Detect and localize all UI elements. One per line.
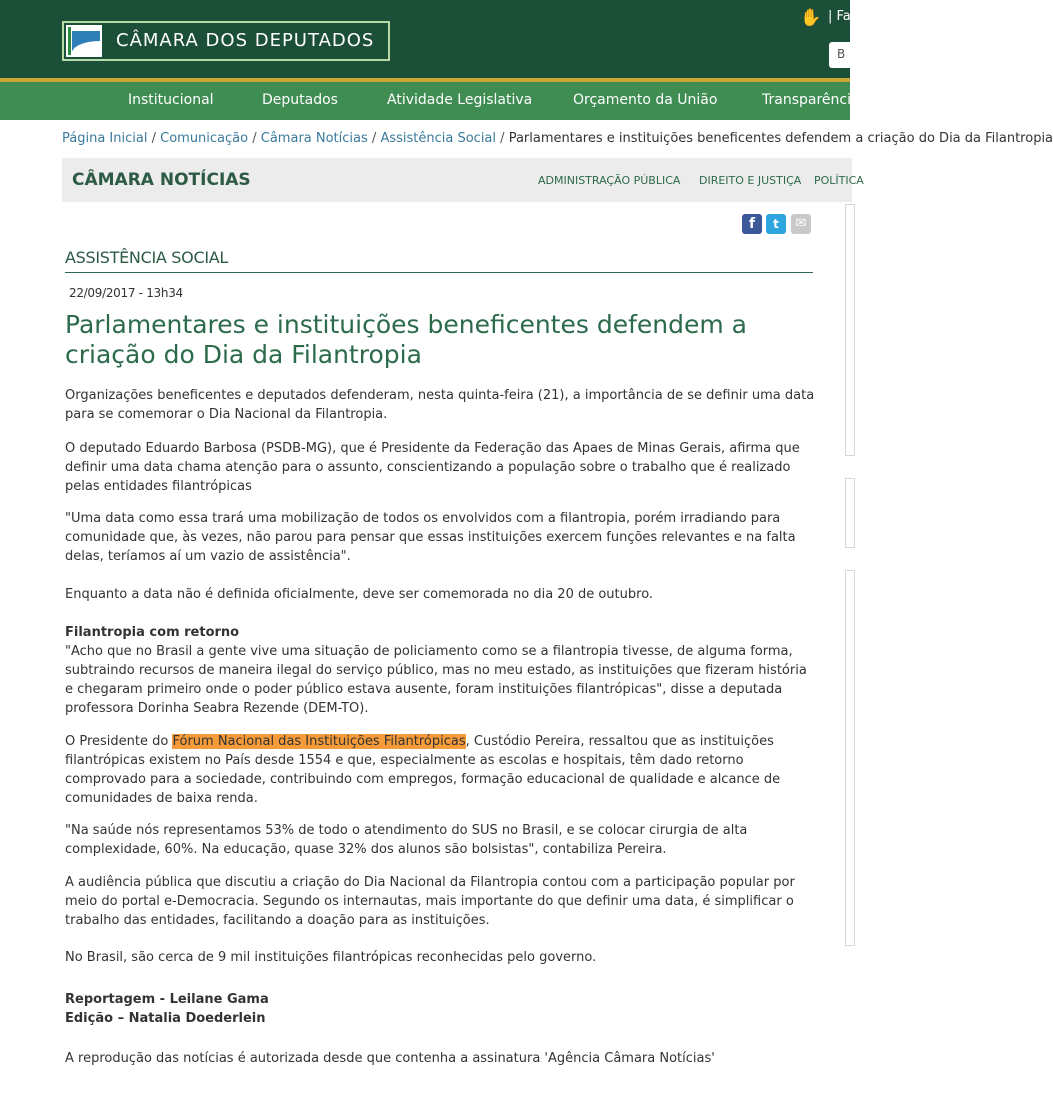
paragraph-text: O Presidente do — [65, 734, 173, 749]
article-date: 22/09/2017 - 13h34 — [69, 286, 183, 300]
breadcrumb-home[interactable]: Página Inicial — [62, 131, 148, 146]
site-header — [0, 0, 850, 78]
reproduction-notice: A reprodução das notícias é autorizada desde que contenha a assinatura 'Agência Câmara Notícias' — [65, 1051, 715, 1066]
breadcrumb-comunicacao[interactable]: Comunicação — [160, 131, 249, 146]
top-link-fragment[interactable]: | Fa — [828, 9, 851, 24]
logo-text: CÂMARA DOS DEPUTADOS — [116, 30, 375, 51]
article-editor: Edição – Natalia Doederlein — [65, 1011, 266, 1026]
breadcrumb-separator: / — [151, 131, 156, 146]
article-subheading: Filantropia com retorno — [65, 625, 240, 640]
article-paragraph: No Brasil, são cerca de 9 mil instituições filantrópicas reconhecidas pelo governo. — [65, 950, 597, 965]
section-bar — [62, 158, 864, 202]
breadcrumb-assistencia-social[interactable]: Assistência Social — [380, 131, 497, 146]
article-paragraph — [65, 732, 817, 808]
section-link-politica[interactable]: POLÍTICA — [814, 174, 864, 187]
breadcrumb-current: Parlamentares e instituições beneficentes defendem a criação do Dia da Filantropia — [508, 131, 1053, 146]
nav-item-orcamento[interactable]: Orçamento da União — [573, 92, 718, 108]
twitter-share-icon[interactable]: t — [766, 214, 786, 234]
sidebar-box — [845, 570, 855, 946]
paragraph-text: , Custódio Pereira, ressaltou que as instituições filantrópicas existem no País desde 1554 e que, especialmente as escolas e hospitais, têm dado retorno comprovado para a sociedade, contribuindo com empregos, formação educacional de qualidade e alcance de comunidades de baixa renda. — [65, 734, 781, 806]
highlighted-term[interactable]: Fórum Nacional das Instituições Filantrópicas — [172, 734, 466, 749]
nav-item-institucional[interactable]: Institucional — [128, 92, 214, 108]
facebook-share-icon[interactable]: f — [742, 214, 762, 234]
article-reporter: Reportagem - Leilane Gama — [65, 992, 269, 1007]
breadcrumb — [62, 131, 1053, 146]
section-title[interactable]: CÂMARA NOTÍCIAS — [72, 170, 251, 190]
sidebar-box — [845, 204, 855, 456]
section-link-direito[interactable]: DIREITO E JUSTIÇA — [699, 174, 802, 187]
camara-logo-icon — [66, 25, 102, 57]
sidebar-box — [845, 478, 855, 548]
nav-item-transparencia[interactable]: Transparência — [762, 92, 860, 108]
article-paragraph: Enquanto a data não é definida oficialmente, deve ser comemorada no dia 20 de outubro. — [65, 587, 654, 602]
article-section-block — [65, 623, 817, 718]
main-nav — [0, 82, 860, 120]
section-link-administracao[interactable]: ADMINISTRAÇÃO PÚBLICA — [538, 174, 681, 187]
search-input[interactable]: B — [829, 42, 869, 68]
article-paragraph: "Na saúde nós representamos 53% de todo o atendimento do SUS no Brasil, e se colocar cirurgia de alta complexidade, 60%. Na educação, quase 32% dos alunos são bolsistas", contabiliza Pereira. — [65, 823, 748, 857]
breadcrumb-camara-noticias[interactable]: Câmara Notícias — [260, 131, 368, 146]
article-headline: Parlamentares e instituições beneficentes defendem a criação do Dia da Filantropia — [65, 310, 747, 369]
article-paragraph: O deputado Eduardo Barbosa (PSDB-MG), que é Presidente da Federação das Apaes de Minas Gerais, afirma que definir uma data chama atenção para o assunto, conscientizando a população sobre o trabalho que é realizado pelas entidades filantrópicas — [65, 441, 800, 494]
nav-item-deputados[interactable]: Deputados — [262, 92, 338, 108]
breadcrumb-separator: / — [500, 131, 505, 146]
hand-sign-language-icon[interactable]: ✋ — [800, 8, 822, 28]
nav-item-atividade-legislativa[interactable]: Atividade Legislativa — [387, 92, 533, 108]
article-paragraph: Organizações beneficentes e deputados defenderam, nesta quinta-feira (21), a importância de se definir uma data para se comemorar o Dia Nacional da Filantropia. — [65, 388, 815, 422]
article-paragraph: "Acho que no Brasil a gente vive uma situação de policiamento como se a filantropia tivesse, de alguma forma, subtraindo recursos de maneira ilegal do serviço público, mas no meu estado, as instituições que fizeram história e chegaram primeiro onde o poder público estava ausente, foram instituições filantrópicas", disse a deputada professora Dorinha Seabra Rezende (DEM-TO). — [65, 644, 807, 716]
site-logo[interactable] — [62, 21, 390, 61]
breadcrumb-separator: / — [252, 131, 257, 146]
article-paragraph: "Uma data como essa trará uma mobilização de todos os envolvidos com a filantropia, porém irradiando para comunidade que, às vezes, não parou para pensar que essas instituições exercem funções relevantes e na falta delas, teríamos aí um vazio de assistência". — [65, 511, 796, 564]
article-category[interactable]: ASSISTÊNCIA SOCIAL — [65, 248, 229, 267]
email-share-icon[interactable]: ✉ — [791, 214, 811, 234]
breadcrumb-separator: / — [371, 131, 377, 146]
category-divider — [65, 272, 813, 273]
article-paragraph: A audiência pública que discutiu a criação do Dia Nacional da Filantropia contou com a participação popular por meio do portal e-Democracia. Segundo os internautas, mais importante do que definir uma data, é simplificar o trabalho das entidades, facilitando a doação para as instituições. — [65, 875, 795, 928]
